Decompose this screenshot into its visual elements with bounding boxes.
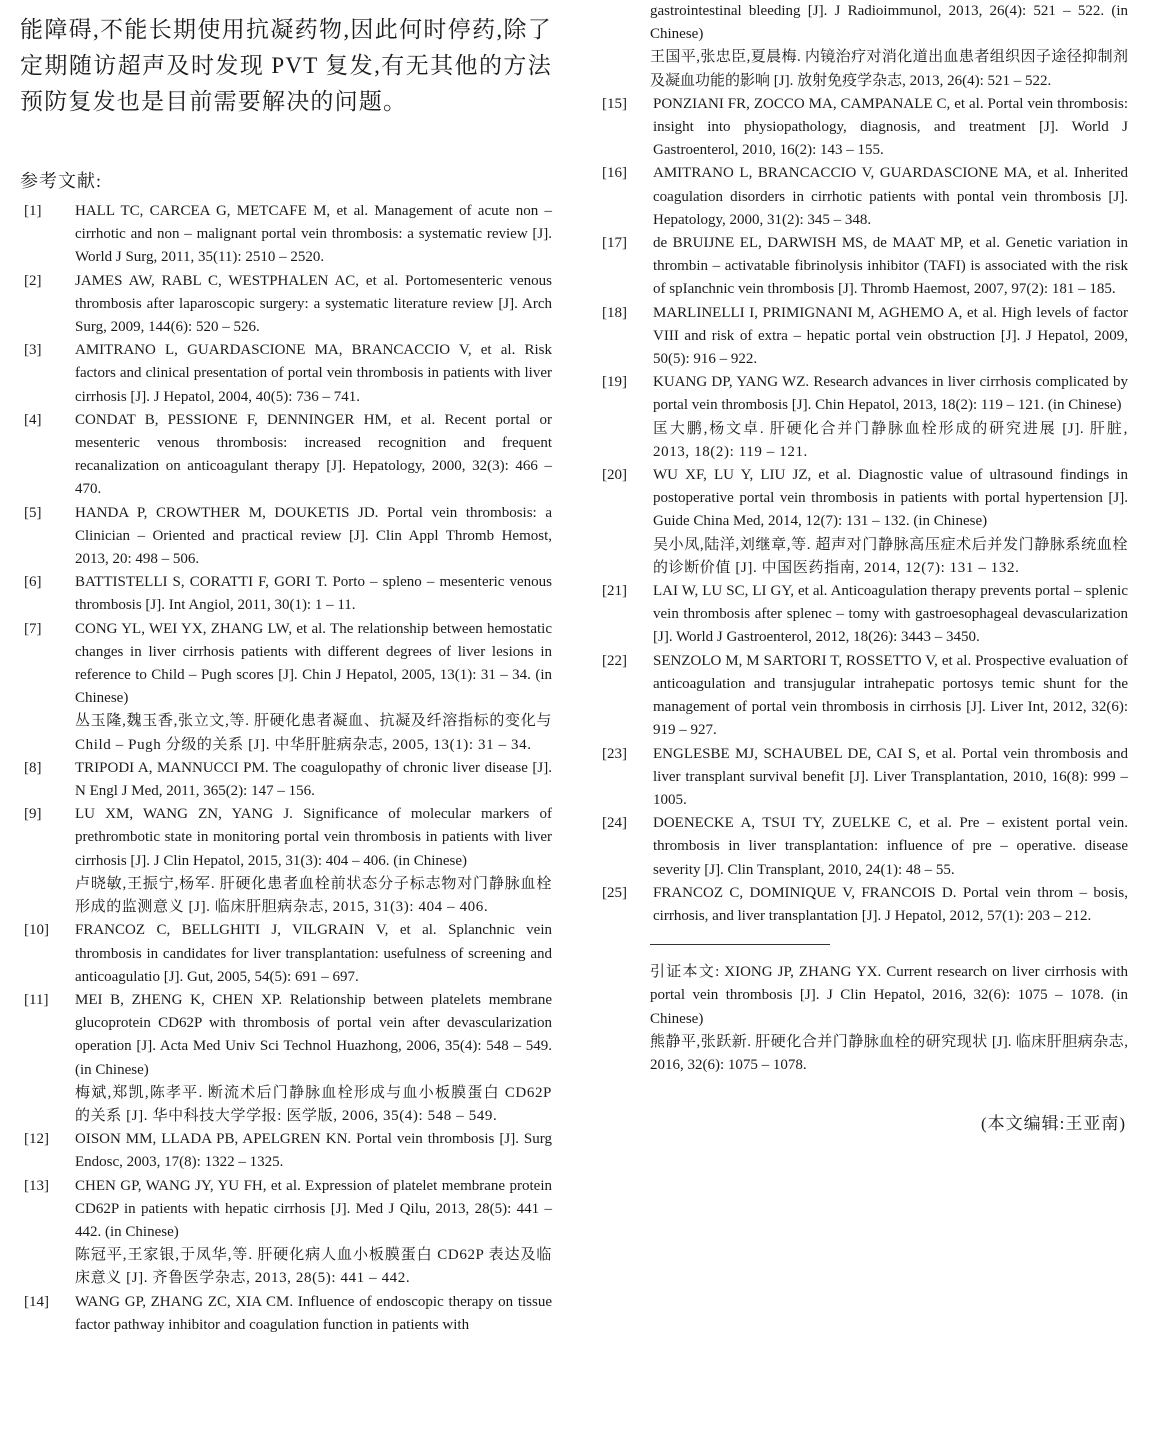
- reference-item: [598, 371, 1128, 464]
- reference-text-en: PONZIANI FR, ZOCCO MA, CAMPANALE C, et al. Portal vein thrombosis: insight into physiopathology, diagnosis, and treatment [J]. World J Gastroenterol, 2010, 16(2): 143 – 155.: [653, 95, 1128, 159]
- reference-item: [20, 1291, 552, 1337]
- reference-text-en: JAMES AW, RABL C, WESTPHALEN AC, et al. Portomesenteric venous thrombosis after laparoscopic surgery: a systematic literature review [J]. Arch Surg, 2009, 144(6): 520 – 526.: [75, 272, 552, 336]
- reference-text-en: CONG YL, WEI YX, ZHANG LW, et al. The relationship between hemostatic changes in liver cirrhosis patients with different degrees of liver lesions in reference to Child – Pugh scores [J]. Chin J Hepatol, 2005, 13(1): 31 – 34. (in Chinese): [75, 620, 552, 707]
- reference-number: [12]: [24, 1131, 49, 1148]
- reference-item: [598, 232, 1128, 302]
- reference-text-cn: 王国平,张忠臣,夏晨梅. 内镜治疗对消化道出血患者组织因子途径抑制剂及凝血功能的影响 [J]. 放射免疫学杂志, 2013, 26(4): 521 – 522.: [650, 49, 1128, 89]
- reference-text-en: de BRUIJNE EL, DARWISH MS, de MAAT MP, et al. Genetic variation in thrombin – activatable fibrinolysis inhibitor (TAFI) is associated with the risk of spIanchnic vein thrombosis [J]. Thromb Haemost, 2007, 97(2): 181 – 185.: [653, 235, 1128, 298]
- reference-number: [24]: [602, 815, 627, 832]
- reference-text-en: MEI B, ZHENG K, CHEN XP. Relationship between platelets membrane glucoprotein CD62P with thrombosis of portal vein after devascularization operation [J]. Acta Med Univ Sci Technol Huazhong, 2006, 35(4): 548 – 549. (in Chinese): [75, 991, 552, 1078]
- reference-number: [15]: [602, 95, 627, 112]
- reference-item: [20, 200, 552, 270]
- reference-item: [598, 650, 1128, 743]
- reference-number: [17]: [602, 235, 627, 252]
- reference-text-en: OISON MM, LLADA PB, APELGREN KN. Portal vein thrombosis [J]. Surg Endosc, 2003, 17(8): 1322 – 1325.: [75, 1131, 552, 1171]
- citation-block: [598, 961, 1128, 1077]
- reference-list-right: [598, 93, 1128, 928]
- reference-number: [10]: [24, 922, 49, 939]
- reference-text-en: TRIPODI A, MANNUCCI PM. The coagulopathy of chronic liver disease [J]. N Engl J Med, 2011, 365(2): 147 – 156.: [75, 759, 552, 800]
- references-heading: 参考文献:: [20, 171, 103, 191]
- reference-number: [5]: [24, 504, 42, 521]
- reference-number: [23]: [602, 745, 627, 762]
- reference-text-en: ENGLESBE MJ, SCHAUBEL DE, CAI S, et al. Portal vein thrombosis and liver transplant survival benefit [J]. Liver Transplantation, 2010, 16(8): 999 – 1005.: [653, 745, 1128, 808]
- citation-cn: 熊静平,张跃新. 肝硬化合并门静脉血栓的研究现状 [J]. 临床肝胆病杂志, 2016, 32(6): 1075 – 1078.: [650, 1033, 1128, 1073]
- reference-item: [598, 162, 1128, 232]
- reference-number: [19]: [602, 374, 627, 391]
- reference-item: [20, 618, 552, 757]
- reference-item: [598, 812, 1128, 882]
- reference-item: [598, 743, 1128, 813]
- right-column: [598, 0, 1128, 1134]
- reference-item: [598, 464, 1128, 580]
- reference-item: [20, 757, 552, 803]
- reference-text-cn: 丛玉隆,魏玉香,张立文,等. 肝硬化患者凝血、抗凝及纤溶指标的变化与 Child – Pugh 分级的关系 [J]. 中华肝脏病杂志, 2005, 13(1): 31 – 34.: [75, 713, 552, 753]
- reference-item: [20, 571, 552, 617]
- reference-item: [20, 989, 552, 1128]
- reference-text-en: AMITRANO L, BRANCACCIO V, GUARDASCIONE MA, et al. Inherited coagulation disorders in cirrhotic patients with pontal vein thrombosis [J]. Hepatology, 2000, 31(2): 345 – 348.: [653, 165, 1128, 228]
- reference-text-en: HALL TC, CARCEA G, METCAFE M, et al. Management of acute non – cirrhotic and non – malignant portal vein thrombosis: a systematic review [J]. World J Surg, 2011, 35(11): 2510 – 2520.: [75, 203, 552, 266]
- reference-text-en: LU XM, WANG ZN, YANG J. Significance of molecular markers of prethrombotic state in monitoring portal vein thrombosis in patients with liver cirrhosis [J]. J Clin Hepatol, 2015, 31(3): 404 – 406. (in Chinese): [75, 806, 552, 869]
- reference-number: [3]: [24, 342, 42, 359]
- intro-paragraph: 能障碍,不能长期使用抗凝药物,因此何时停药,除了定期随访超声及时发现 PVT 复发,有无其他的方法预防复发也是目前需要解决的问题。: [20, 17, 552, 114]
- reference-item: [598, 302, 1128, 372]
- reference-text-cn: 梅斌,郑凯,陈孝平. 断流术后门静脉血栓形成与血小板膜蛋白 CD62P 的关系 [J]. 华中科技大学学报: 医学版, 2006, 35(4): 548 – 549.: [75, 1084, 552, 1124]
- reference-text-en: CONDAT B, PESSIONE F, DENNINGER HM, et al. Recent portal or mesenteric venous thrombosis: increased recognition and frequent recanalization on anticoagulant therapy [J]. Hepatology, 2000, 32(3): 466 – 470.: [75, 411, 552, 498]
- reference-number: [11]: [24, 991, 49, 1008]
- reference-text-en: WU XF, LU Y, LIU JZ, et al. Diagnostic value of ultrasound findings in postoperative portal vein thrombosis in patients with portal hypertension [J]. Guide China Med, 2014, 12(7): 131 – 132. (in Chinese): [653, 467, 1128, 530]
- reference-number: [9]: [24, 806, 42, 823]
- reference-text-en: BATTISTELLI S, CORATTI F, GORI T. Porto – spleno – mesenteric venous thrombosis [J]. Int Angiol, 2011, 30(1): 1 – 11.: [75, 574, 552, 614]
- reference-number: [13]: [24, 1177, 49, 1194]
- reference-number: [18]: [602, 304, 627, 321]
- reference-number: [6]: [24, 574, 42, 591]
- reference-number: [8]: [24, 759, 42, 776]
- reference-item: [598, 93, 1128, 163]
- editor-note: (本文编辑:王亚南): [980, 1114, 1126, 1134]
- reference-text-cn: 吴小凤,陆洋,刘继章,等. 超声对门静脉高压症术后并发门静脉系统血栓的诊断价值 [J]. 中国医药指南, 2014, 12(7): 131 – 132.: [653, 536, 1128, 576]
- reference-number: [4]: [24, 411, 42, 428]
- reference-text-en: CHEN GP, WANG JY, YU FH, et al. Expression of platelet membrane protein CD62P in patients with hepatic cirrhosis [J]. Med J Qilu, 2013, 28(5): 441 – 442. (in Chinese): [75, 1177, 552, 1240]
- reference-number: [25]: [602, 884, 627, 901]
- reference-number: [2]: [24, 272, 42, 289]
- reference-text-en: LAI W, LU SC, LI GY, et al. Anticoagulation therapy prevents portal – splenic vein thrombosis after splenec – tomy with gastroesophageal devascularization [J]. World J Gastroenterol, 2012, 18(26): 3443 – 3450.: [653, 583, 1128, 646]
- reference-item: [20, 270, 552, 340]
- reference-text-en: gastrointestinal bleeding [J]. J Radioimmunol, 2013, 26(4): 521 – 522. (in Chinese): [650, 3, 1128, 43]
- reference-text-en: FRANCOZ C, DOMINIQUE V, FRANCOIS D. Portal vein throm – bosis, cirrhosis, and liver transplantation [J]. J Hepatol, 2012, 57(1): 203 – 212.: [653, 884, 1128, 924]
- reference-text-cn: 卢晓敏,王振宁,杨军. 肝硬化患者血栓前状态分子标志物对门静脉血栓形成的监测意义 [J]. 临床肝胆病杂志, 2015, 31(3): 404 – 406.: [75, 875, 552, 916]
- reference-text-en: HANDA P, CROWTHER M, DOUKETIS JD. Portal vein thrombosis: a Clinician – Oriented and practical review [J]. Clin Appl Thromb Hemost, 2013, 20: 498 – 506.: [75, 504, 552, 568]
- reference-text-en: AMITRANO L, GUARDASCIONE MA, BRANCACCIO V, et al. Risk factors and clinical presentation of portal vein thrombosis in patients with liver cirrhosis [J]. J Hepatol, 2004, 40(5): 736 – 741.: [75, 342, 552, 405]
- left-column: [20, 0, 552, 1337]
- reference-item: [20, 1128, 552, 1174]
- reference-item: [20, 803, 552, 919]
- reference-14-continuation: [598, 0, 1128, 93]
- reference-list-left: [20, 200, 552, 1337]
- reference-text-en: WANG GP, ZHANG ZC, XIA CM. Influence of endoscopic therapy on tissue factor pathway inhibitor and coagulation function in patients with: [75, 1293, 552, 1333]
- reference-number: [1]: [24, 203, 42, 219]
- reference-text-en: MARLINELLI I, PRIMIGNANI M, AGHEMO A, et al. High levels of factor VIII and risk of extra – hepatic portal vein obstruction [J]. J Hepatol, 2009, 50(5): 916 – 922.: [653, 304, 1128, 368]
- reference-item: [598, 580, 1128, 650]
- reference-number: [22]: [602, 652, 627, 669]
- divider: [650, 944, 830, 945]
- reference-number: [14]: [24, 1293, 49, 1310]
- reference-number: [20]: [602, 467, 627, 484]
- reference-text-en: DOENECKE A, TSUI TY, ZUELKE C, et al. Pre – existent portal vein. thrombosis in liver transplantation: influence of pre – operative. disease severity [J]. Clin Transplant, 2010, 24(1): 48 – 55.: [653, 815, 1128, 878]
- reference-number: [16]: [602, 165, 627, 182]
- reference-number: [21]: [602, 583, 627, 600]
- reference-text-cn: 匡大鹏,杨文卓. 肝硬化合并门静脉血栓形成的研究进展 [J]. 肝脏, 2013, 18(2): 119 – 121.: [653, 420, 1128, 460]
- citation-en: 引证本文: XIONG JP, ZHANG YX. Current research on liver cirrhosis with portal vein thrombosis [J]. J Clin Hepatol, 2016, 32(6): 1075 – 1078. (in Chinese): [650, 964, 1128, 1027]
- reference-item: [20, 339, 552, 409]
- reference-item: [20, 919, 552, 989]
- reference-item: [20, 1175, 552, 1291]
- reference-number: [7]: [24, 620, 42, 637]
- reference-text-en: KUANG DP, YANG WZ. Research advances in liver cirrhosis complicated by portal vein thrombosis [J]. Chin Hepatol, 2013, 18(2): 119 – 121. (in Chinese): [653, 374, 1128, 414]
- reference-item: [20, 502, 552, 572]
- reference-text-en: SENZOLO M, M SARTORI T, ROSSETTO V, et al. Prospective evaluation of anticoagulation and transjugular intrahepatic portosys temic shunt for the management of portal vein thrombosis in cirrhosis [J]. Liver Int, 2012, 32(6): 919 – 927.: [653, 652, 1128, 739]
- reference-item: [598, 882, 1128, 928]
- reference-text-en: FRANCOZ C, BELLGHITI J, VILGRAIN V, et al. Splanchnic vein thrombosis in candidates for liver transplantation: usefulness of screening and anticoagulatio [J]. Gut, 2005, 54(5): 691 – 697.: [75, 922, 552, 985]
- reference-item: [20, 409, 552, 502]
- reference-text-cn: 陈冠平,王家银,于凤华,等. 肝硬化病人血小板膜蛋白 CD62P 表达及临床意义 [J]. 齐鲁医学杂志, 2013, 28(5): 441 – 442.: [75, 1247, 552, 1287]
